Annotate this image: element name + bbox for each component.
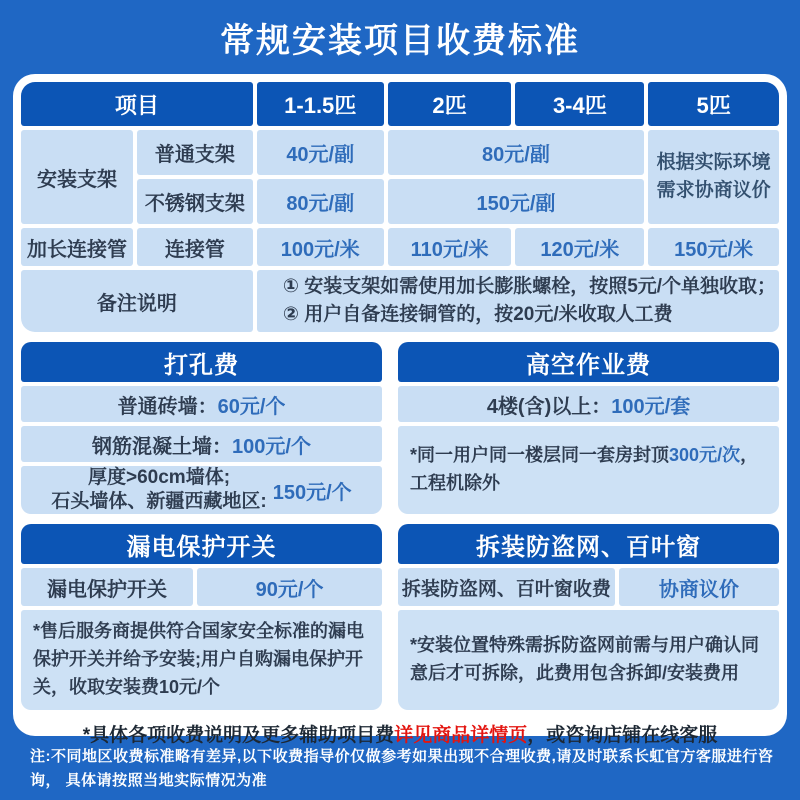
thick-wall-line2: 石头墙体、新疆西藏地区: <box>51 491 267 512</box>
leakage-price: 90元/个 <box>197 568 382 606</box>
col-header-2hp: 2匹 <box>388 82 512 126</box>
security-net-row <box>398 568 779 606</box>
remark-line-1: ① 安装支架如需使用加长膨胀螺栓，按照5元/个单独收取； <box>282 275 777 297</box>
remark-line-2: ② 用户自备连接铜管的，按20元/米收取人工费 <box>282 304 673 325</box>
drilling-row-brick <box>21 386 382 422</box>
high-altitude-title: 高空作业费 <box>398 342 779 382</box>
col-header-project: 项目 <box>21 82 253 126</box>
note-prefix: *同一用户同一楼层同一套房封顶 <box>410 445 670 466</box>
col-header-3-4hp: 3-4匹 <box>515 82 644 126</box>
note-suffix: ， <box>740 445 759 466</box>
bracket-negotiation-note: 根据实际环境需求协商议价 <box>648 130 779 224</box>
row-group-pipe: 加长连接管 <box>21 228 133 266</box>
high-altitude-row <box>398 386 779 422</box>
leakage-row <box>21 568 382 606</box>
row-label-pipe: 连接管 <box>137 228 253 266</box>
thick-wall-line1: 厚度>60cm墙体; <box>88 467 231 489</box>
high-altitude-note <box>398 426 779 514</box>
row-label-ordinary-bracket: 普通支架 <box>137 130 253 175</box>
note-line2: 工程机除外 <box>410 473 501 493</box>
sections-row-1 <box>21 342 779 514</box>
price-ordinary-small: 40元/副 <box>257 130 384 175</box>
remark-label: 备注说明 <box>21 270 253 332</box>
section-high-altitude-fee <box>398 342 779 514</box>
row-group-bracket: 安装支架 <box>21 130 133 224</box>
price-pipe-4: 150元/米 <box>648 228 779 266</box>
drilling-row-thick-wall <box>21 466 382 514</box>
col-header-5hp: 5匹 <box>648 82 779 126</box>
row-label-stainless-bracket: 不锈钢支架 <box>137 179 253 224</box>
price-pipe-2: 110元/米 <box>388 228 512 266</box>
footnote-detail-page-link: 详见商品详情页 <box>394 724 528 746</box>
main-pricing-table <box>21 82 779 332</box>
drilling-fee-title: 打孔费 <box>21 342 382 382</box>
high-altitude-label: 4楼(含)以上： <box>486 395 612 418</box>
leakage-switch-title: 漏电保护开关 <box>21 524 382 564</box>
drilling-thick-wall-label <box>51 466 266 514</box>
footnote-prefix: *具体各项收费说明及更多辅助项目费 <box>82 724 395 746</box>
section-security-net <box>398 524 779 710</box>
drilling-brick-price: 60元/个 <box>217 395 286 418</box>
drilling-concrete-price: 100元/个 <box>232 435 311 458</box>
sections-row-2 <box>21 524 779 710</box>
footnote-suffix: ，或咨询店铺在线客服 <box>527 724 718 746</box>
drilling-thick-wall-price: 150元/个 <box>272 481 352 504</box>
drilling-concrete-label: 钢筋混凝土墙： <box>92 435 233 458</box>
high-altitude-price: 100元/套 <box>611 395 691 418</box>
high-altitude-note-text <box>410 442 758 498</box>
content-card <box>13 74 787 746</box>
leakage-note: *售后服务商提供符合国家安全标准的漏电保护开关并给予安装;用户自购漏电保护开关，收取安装费10元/个 <box>21 610 382 710</box>
price-ordinary-mid: 80元/副 <box>388 130 645 175</box>
section-leakage-switch <box>21 524 382 710</box>
remark-content <box>257 270 779 332</box>
drilling-brick-label: 普通砖墙： <box>117 395 218 418</box>
security-net-price: 协商议价 <box>619 568 779 606</box>
security-net-label: 拆装防盗网、百叶窗收费 <box>398 568 615 606</box>
price-pipe-3: 120元/米 <box>515 228 644 266</box>
regional-disclaimer: 注:不同地区收费标准略有差异,以下收费指导价仅做参考如果出现不合理收费,请及时联系长虹官方客服进行咨询， 具体请按照当地实际情况为准 <box>30 748 774 789</box>
leakage-label: 漏电保护开关 <box>21 568 193 606</box>
col-header-1-1.5hp: 1-1.5匹 <box>257 82 384 126</box>
note-highlight-price: 300元/次 <box>669 445 741 466</box>
drilling-row-concrete <box>21 426 382 462</box>
security-net-note: *安装位置特殊需拆防盗网前需与用户确认同意后才可拆除，此费用包含拆卸/安装费用 <box>398 610 779 710</box>
price-stainless-small: 80元/副 <box>257 179 384 224</box>
price-pipe-1: 100元/米 <box>257 228 384 266</box>
security-net-title: 拆装防盗网、百叶窗 <box>398 524 779 564</box>
page-title: 常规安装项目收费标准 <box>220 21 580 60</box>
price-stainless-mid: 150元/副 <box>388 179 645 224</box>
section-drilling-fee <box>21 342 382 514</box>
